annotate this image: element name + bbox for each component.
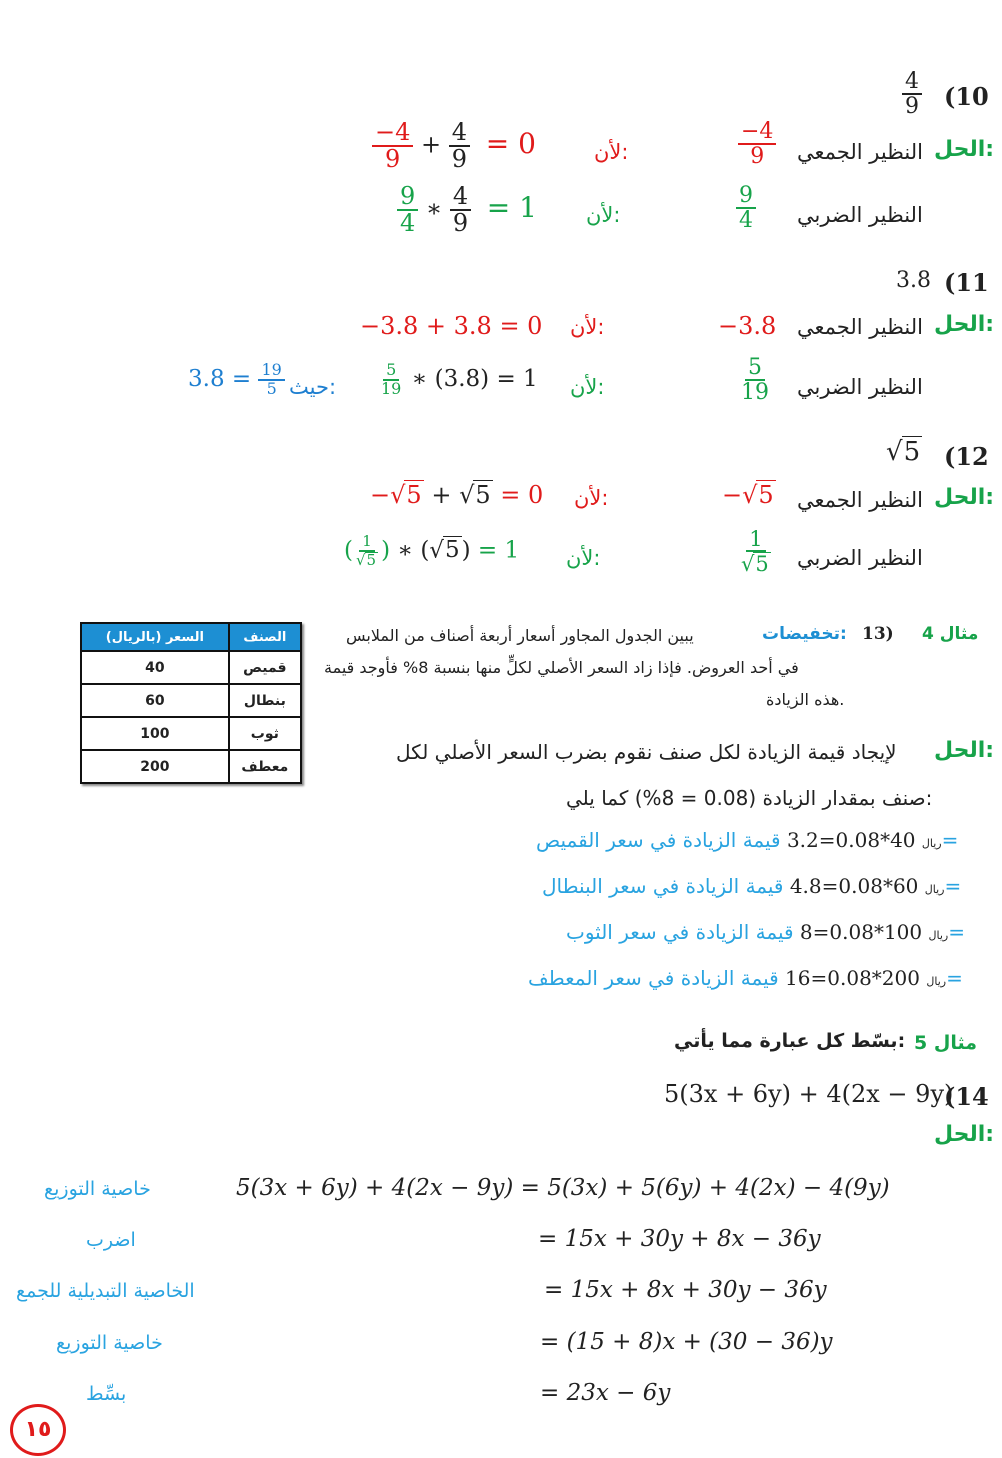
q10-number: (10 (944, 82, 989, 111)
q11-where-label: حيث: (289, 375, 337, 399)
q12-because-2: لأن: (566, 546, 601, 570)
item-cell: معطف (229, 750, 301, 783)
item-cell: قميص (229, 651, 301, 684)
q12-multiplicative-equation: ( $\frac{1}{√5}$ ) ∗ (√5) = 1 (344, 532, 520, 569)
q14-number: (14 (944, 1082, 989, 1111)
table-row (81, 651, 301, 684)
q11-where-equation: 3.8 = $\frac{19}{5}$ (188, 362, 285, 398)
q10-fraction: $\frac{4}{9}$ (902, 70, 922, 118)
result-row: ريال 40*0.08=3.2 قيمة الزيادة في سعر القميص= (536, 828, 959, 852)
q11-additive-value: −3.8 (718, 312, 777, 340)
step-reason: خاصية التوزيع (56, 1332, 163, 1354)
item-cell: بنطال (229, 684, 301, 717)
q10-additive-value: $\frac{-4}{9}$ (738, 120, 776, 168)
q13-text-line3: هذه الزيادة. (766, 690, 845, 709)
result-row: ريال 200*0.08=16 قيمة الزيادة في سعر المعطف= (528, 966, 963, 990)
q10-multiplicative-label: النظير الضربي (797, 203, 923, 227)
q11-because-2: لأن: (570, 375, 605, 399)
q10-because-2: لأن: (586, 203, 621, 227)
table-row (81, 717, 301, 750)
price-cell: 200 (81, 750, 229, 783)
q13-number: 13) (862, 624, 894, 644)
q12-value: √5 (886, 437, 921, 467)
q13-solution-line1: لإيجاد قيمة الزيادة لكل صنف نقوم بضرب السعر الأصلي لكل (396, 740, 897, 764)
example-4-label: مثال 4 (922, 624, 979, 644)
table-row (81, 750, 301, 783)
step-reason: اضرب (86, 1229, 136, 1251)
q13-text-line1: يبين الجدول المجاور أسعار أربعة أصناف من الملابس (346, 626, 694, 645)
q10-additive-equation: $\frac{-4}{9}$ + $\frac{4}{9}$ = 0 (372, 120, 536, 172)
q10-because-1: لأن: (594, 140, 629, 164)
q14-title: بسّط كل عبارة مما يأتي: (674, 1030, 906, 1052)
prices-table (80, 622, 302, 784)
price-cell: 60 (81, 684, 229, 717)
q11-number: (11 (944, 268, 989, 297)
step-reason: بسِّط (86, 1383, 127, 1405)
q13-title: تخفيضات: (762, 624, 847, 644)
q14-solution-label: الحل: (934, 1122, 995, 1147)
step-reason: خاصية التوزيع (44, 1178, 151, 1200)
q11-multiplicative-equation: $\frac{5}{19}$ ∗ (3.8) = 1 (381, 360, 538, 398)
item-cell: ثوب (229, 717, 301, 750)
price-cell: 100 (81, 717, 229, 750)
q11-solution-label: الحل: (934, 312, 995, 337)
q12-number: (12 (944, 442, 989, 471)
result-row: ريال 60*0.08=4.8 قيمة الزيادة في سعر البنطال= (542, 874, 962, 898)
page-number: ١٥ (10, 1404, 66, 1456)
q12-additive-equation: −√5 + √5 = 0 (370, 481, 544, 509)
q10-additive-label: النظير الجمعي (797, 140, 923, 164)
result-row: ريال 100*0.08=8 قيمة الزيادة في سعر الثوب= (566, 920, 965, 944)
step-math: = 15x + 8x + 30y − 36y (544, 1277, 827, 1303)
q11-because-1: لأن: (570, 315, 605, 339)
step-math: = 15x + 30y + 8x − 36y (538, 1226, 821, 1252)
q13-text-line2: في أحد العروض. فإذا زاد السعر الأصلي لكلٍّ منها بنسبة 8% فأوجد قيمة (324, 658, 799, 677)
q12-multiplicative-label: النظير الضربي (797, 546, 923, 570)
q12-additive-value: −√5 (722, 481, 774, 509)
q12-because-1: لأن: (574, 486, 609, 510)
q12-multiplicative-value: $\frac{1}{√5}$ (741, 527, 769, 577)
q11-multiplicative-value: $\frac{5}{19}$ (741, 355, 769, 406)
table-header-item: الصنف (229, 623, 301, 651)
q13-solution-line2: صنف بمقدار الزيادة (0.08 = 8%) كما يلي: (566, 786, 933, 810)
step-math: = (15 + 8)x + (30 − 36)y (540, 1329, 833, 1355)
q14-expression: 5(3x + 6y) + 4(2x − 9y) (664, 1080, 954, 1108)
q10-multiplicative-value: $\frac{9}{4}$ (736, 184, 756, 232)
table-header-price: السعر (بالريال) (81, 623, 229, 651)
example-5-label: مثال 5 (914, 1032, 977, 1054)
q11-value: 3.8 (896, 268, 931, 293)
price-cell: 40 (81, 651, 229, 684)
step-math: = 23x − 6y (540, 1380, 671, 1406)
q12-solution-label: الحل: (934, 485, 995, 510)
q12-additive-label: النظير الجمعي (797, 488, 923, 512)
step-math: 5(3x + 6y) + 4(2x − 9y) = 5(3x) + 5(6y) + 4(2x) − 4(9y) (236, 1175, 890, 1201)
q10-solution-label: الحل: (934, 137, 995, 162)
q11-additive-equation: −3.8 + 3.8 = 0 (360, 312, 543, 340)
q11-multiplicative-label: النظير الضربي (797, 375, 923, 399)
table-row (81, 684, 301, 717)
step-reason: الخاصية التبديلية للجمع (16, 1280, 195, 1302)
q11-additive-label: النظير الجمعي (797, 315, 923, 339)
q13-solution-label: الحل: (934, 738, 995, 763)
q10-multiplicative-equation: $\frac{9}{4}$ ∗ $\frac{4}{9}$ = 1 (397, 184, 537, 236)
